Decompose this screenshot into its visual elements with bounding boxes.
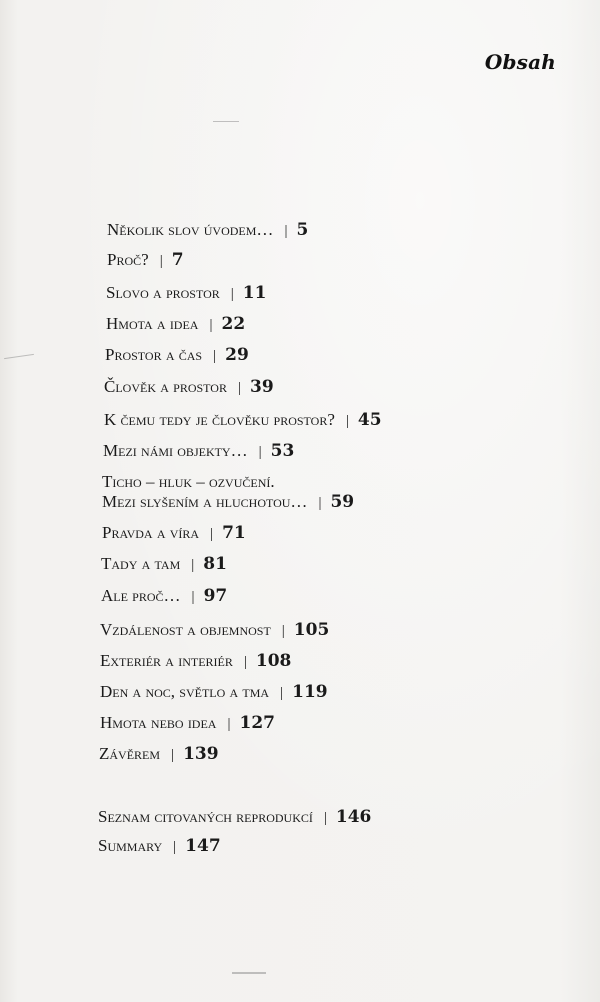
toc-entry-title: K čemu tedy je člověku prostor? xyxy=(104,410,335,429)
toc-entry-page: 105 xyxy=(293,620,330,640)
toc-separator: | xyxy=(280,685,284,701)
toc-entry-page: 22 xyxy=(221,314,246,334)
toc-entry-page: 81 xyxy=(203,554,227,574)
toc-entry-page: 29 xyxy=(225,345,249,365)
toc-entry-title: Několik slov úvodem… xyxy=(107,220,274,239)
toc-entry-page: 71 xyxy=(222,523,246,543)
toc-entry-page: 11 xyxy=(242,283,267,303)
toc-entry-title: Hmota a idea xyxy=(106,314,199,333)
toc-separator: | xyxy=(323,810,327,826)
toc-entry-title: Exteriér a interiér xyxy=(100,651,233,670)
toc-separator: | xyxy=(210,526,214,542)
toc-entry-title: Tady a tam xyxy=(101,554,181,573)
toc-separator: | xyxy=(227,716,231,732)
toc-entry xyxy=(100,651,291,672)
toc-entry-page: 39 xyxy=(249,377,274,397)
toc-entry-page: 127 xyxy=(239,713,275,733)
toc-entry xyxy=(106,314,245,335)
toc-separator: | xyxy=(159,253,163,269)
toc-separator: | xyxy=(191,557,195,573)
toc-entry-page: 119 xyxy=(292,682,328,702)
toc-separator: | xyxy=(284,223,288,239)
toc-entry xyxy=(104,410,382,431)
toc-entry xyxy=(107,250,184,271)
toc-entry xyxy=(104,377,274,398)
toc-separator: | xyxy=(173,839,177,855)
toc-entry xyxy=(107,220,308,241)
toc-entry xyxy=(99,744,219,765)
toc-entry-page: 59 xyxy=(330,492,355,512)
page-heading: Obsah xyxy=(484,50,556,74)
toc-entry xyxy=(98,836,221,857)
toc-entry-page: 147 xyxy=(185,836,221,856)
toc-entry-page: 7 xyxy=(171,250,184,270)
toc-separator: | xyxy=(237,380,241,396)
toc-entry xyxy=(105,345,249,366)
toc-entry-page: 146 xyxy=(335,807,372,827)
toc-separator: | xyxy=(230,286,234,302)
toc-entry-title: Mezi námi objekty… xyxy=(103,441,248,460)
toc-entry-page: 45 xyxy=(357,410,382,430)
toc-separator: | xyxy=(213,348,217,364)
toc-entry-title: Závěrem xyxy=(99,744,161,763)
toc-entry xyxy=(101,554,227,575)
toc-separator: | xyxy=(191,589,195,605)
toc-entry xyxy=(102,472,354,513)
toc-entry-page: 97 xyxy=(203,586,228,606)
toc-entry-title: Pravda a víra xyxy=(102,523,200,542)
toc-entry xyxy=(100,713,275,734)
toc-entry-page: 5 xyxy=(296,220,309,240)
toc-entry-page: 53 xyxy=(270,441,295,461)
toc-separator: | xyxy=(209,317,213,333)
toc-separator: | xyxy=(345,413,349,429)
toc-separator: | xyxy=(318,495,322,511)
toc-entry xyxy=(98,807,371,828)
toc-entry-title: Seznam citovaných reprodukcí xyxy=(98,807,313,826)
toc-entry xyxy=(106,283,266,304)
toc-entry xyxy=(102,523,246,544)
toc-entry-title: Summary xyxy=(98,836,163,855)
toc-entry xyxy=(100,620,329,641)
toc-entry-page: 108 xyxy=(255,651,292,671)
toc-entry xyxy=(101,586,227,607)
toc-entry-title-continued: Mezi slyšením a hluchotou… xyxy=(102,492,308,511)
toc-entry-title: Proč? xyxy=(107,250,149,269)
toc-entry-title: Prostor a čas xyxy=(105,345,203,364)
toc-entry-title: Hmota nebo idea xyxy=(100,713,217,732)
toc-entry xyxy=(103,441,294,462)
toc-entry xyxy=(100,682,328,703)
toc-separator: | xyxy=(281,623,285,639)
toc-separator: | xyxy=(243,654,247,670)
toc-entry-page: 139 xyxy=(183,744,219,764)
toc-entry-title: Ale proč… xyxy=(101,586,181,605)
toc-entry-title: Ticho – hluk – ozvučení. xyxy=(102,472,275,491)
toc-entry-title: Den a noc, světlo a tma xyxy=(100,682,270,701)
toc-entry-title: Slovo a prostor xyxy=(106,283,220,302)
toc-separator: | xyxy=(258,444,262,460)
toc-separator: | xyxy=(171,747,175,763)
toc-entry-title: Vzdálenost a objemnost xyxy=(100,620,271,639)
toc-entry-title: Člověk a prostor xyxy=(104,377,227,396)
